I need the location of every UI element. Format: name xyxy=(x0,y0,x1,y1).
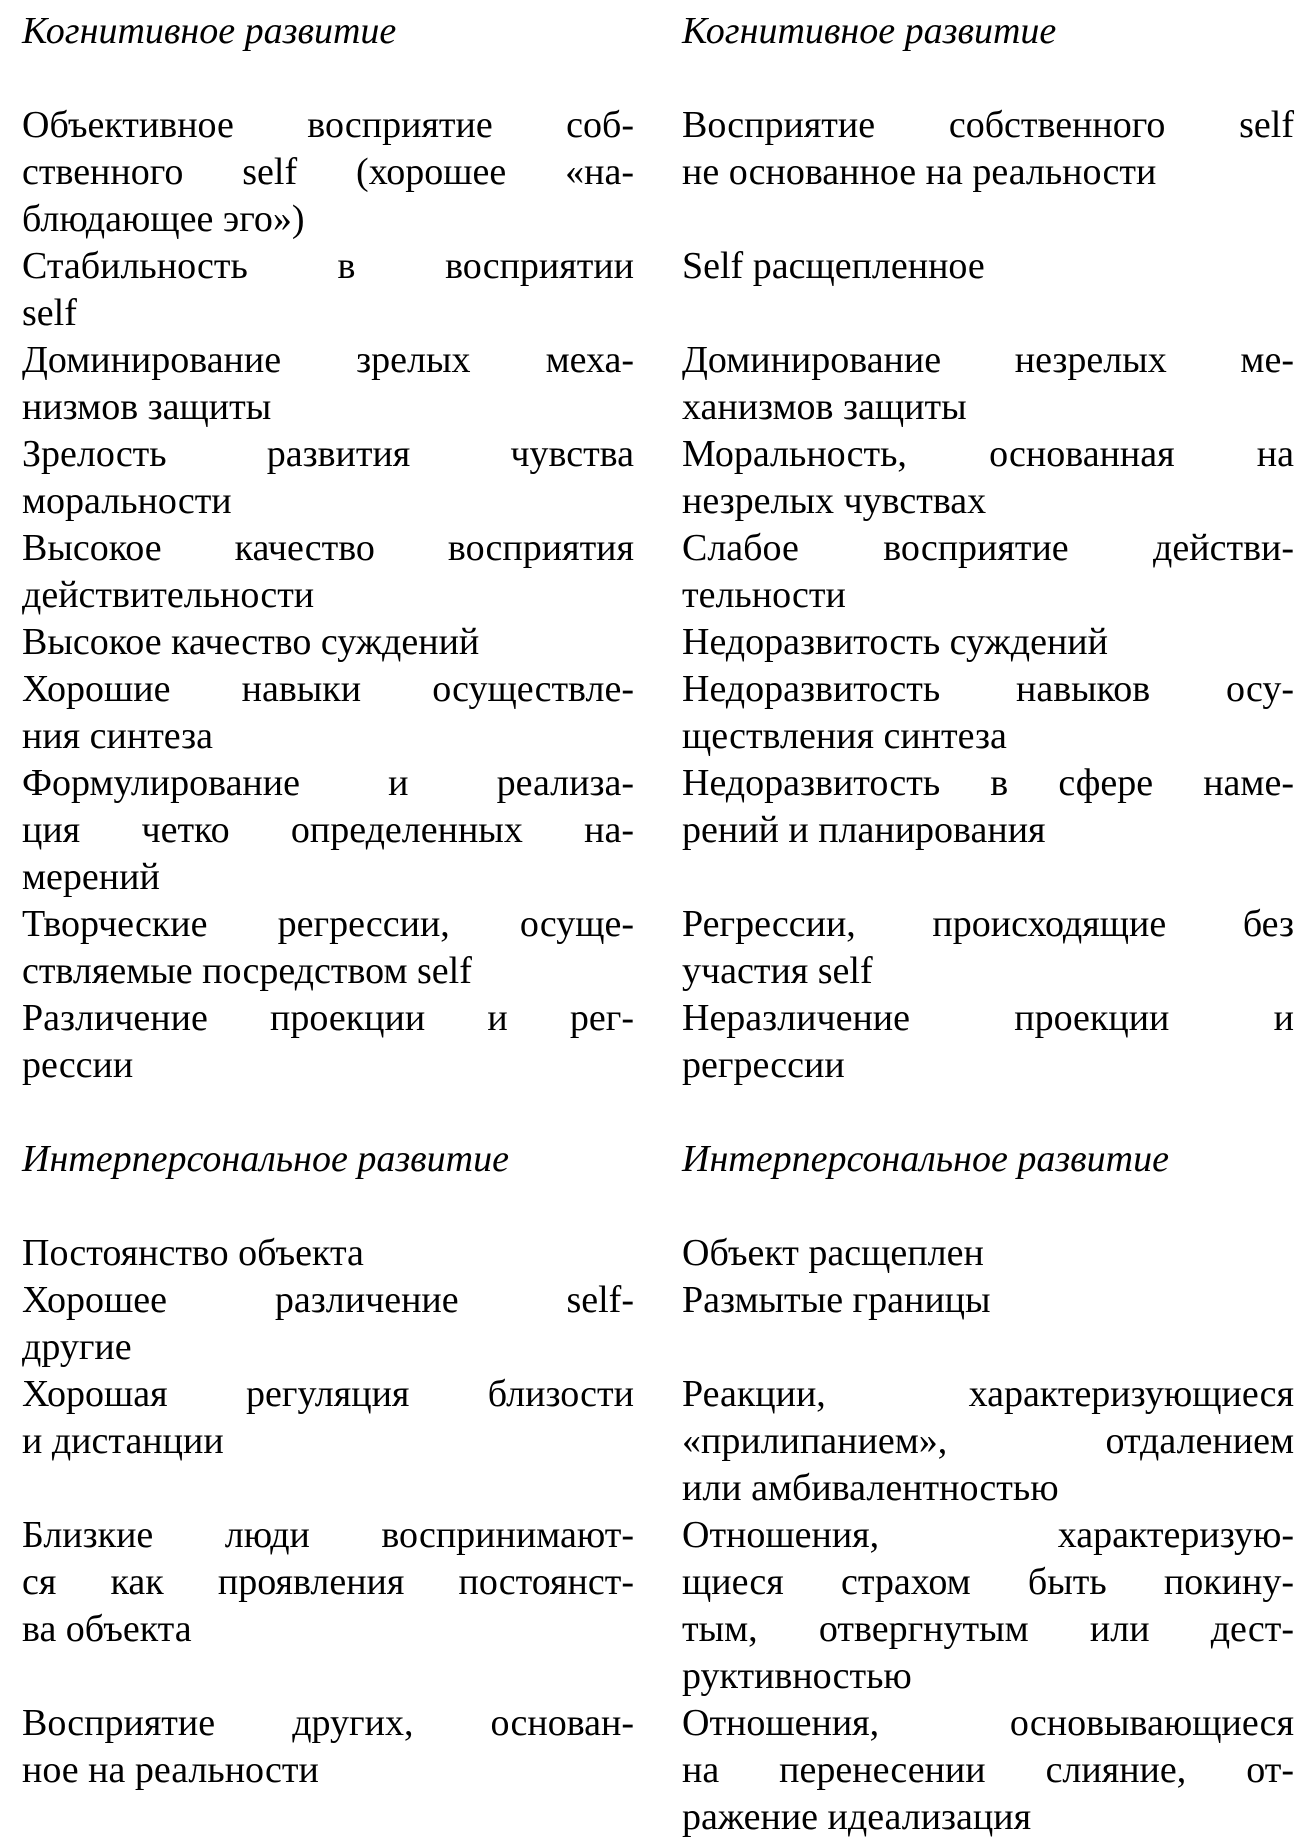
list-item: Хорошая регуляция близости и дистанции xyxy=(22,1373,634,1462)
list-item: Объект расщеплен xyxy=(682,1232,984,1274)
list-item: Реакции, характеризующиеся «прилипанием», отдалением или амбивалентностью xyxy=(682,1373,1294,1509)
right-column xyxy=(682,8,1294,1841)
left-column xyxy=(22,8,634,1794)
cognitive-heading: Когнитивное развитие xyxy=(22,10,397,52)
list-item: Размытые границы xyxy=(682,1279,991,1321)
list-item: Регрессии, происходящие без участия self xyxy=(682,903,1294,992)
list-item: Хорошее различение self- другие xyxy=(22,1279,634,1368)
list-item: Зрелость развития чувства моральности xyxy=(22,433,634,522)
list-item: Различение проекции и рег- рессии xyxy=(22,997,634,1086)
list-item: Близкие люди воспринимают- ся как проявления постоянст- ва объекта xyxy=(22,1514,634,1650)
list-item: Недоразвитость навыков осу- ществления синтеза xyxy=(682,668,1294,757)
list-item: Отношения, основывающиеся на перенесении слияние, от- ражение идеализация xyxy=(682,1702,1294,1838)
list-item: Доминирование зрелых меха- низмов защиты xyxy=(22,339,634,428)
list-item: Стабильность в восприятии self xyxy=(22,245,634,334)
list-item: Восприятие других, основан- ное на реальности xyxy=(22,1702,634,1791)
list-item: Восприятие собственного self не основанное на реальности xyxy=(682,104,1294,193)
interpersonal-heading: Интерперсональное развитие xyxy=(682,1138,1169,1180)
list-item: Слабое восприятие действи- тельности xyxy=(682,527,1294,616)
list-item: Неразличение проекции и регрессии xyxy=(682,997,1294,1086)
list-item: Self расщепленное xyxy=(682,245,985,287)
list-item: Доминирование незрелых ме- ханизмов защиты xyxy=(682,339,1294,428)
list-item: Отношения, характеризую- щиеся страхом быть покину- тым, отвергнутым или дест- руктивностью xyxy=(682,1514,1294,1697)
list-item: Высокое качество суждений xyxy=(22,621,480,663)
interpersonal-heading: Интерперсональное развитие xyxy=(22,1138,509,1180)
list-item: Хорошие навыки осуществле- ния синтеза xyxy=(22,668,634,757)
list-item: Недоразвитость в сфере наме- рений и планирования xyxy=(682,762,1294,851)
list-item: Творческие регрессии, осуще- ствляемые посредством self xyxy=(22,903,634,992)
list-item: Постоянство объекта xyxy=(22,1232,364,1274)
list-item: Высокое качество восприятия действительности xyxy=(22,527,634,616)
list-item: Моральность, основанная на незрелых чувствах xyxy=(682,433,1294,522)
list-item: Недоразвитость суждений xyxy=(682,621,1108,663)
list-item: Объективное восприятие соб- ственного self (хорошее «на- блюдающее эго») xyxy=(22,104,634,240)
list-item: Формулирование и реализа- ция четко определенных на- мерений xyxy=(22,762,634,898)
cognitive-heading: Когнитивное развитие xyxy=(682,10,1057,52)
